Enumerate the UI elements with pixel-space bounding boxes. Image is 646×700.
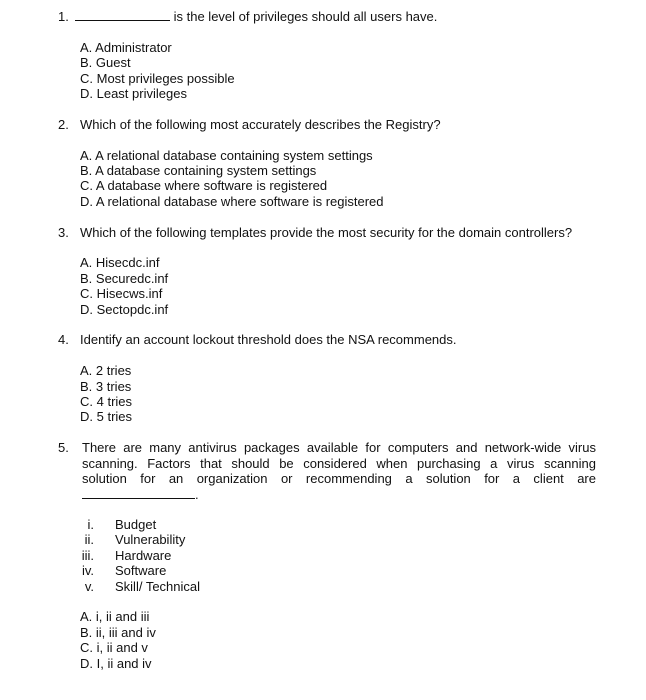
- factor-numeral: iv.: [81, 563, 94, 578]
- question-5-text-line-4: [82, 487, 199, 502]
- question-1-option-a: A. Administrator: [80, 40, 172, 55]
- question-5-number: 5.: [58, 440, 69, 455]
- question-3-number: 3.: [58, 225, 69, 240]
- question-4-option-b: B. 3 tries: [80, 379, 132, 394]
- question-1-option-d: D. Least privileges: [80, 86, 187, 101]
- question-3-text: Which of the following templates provide the most security for the domain controllers?: [80, 225, 573, 240]
- question-1-text: [75, 9, 437, 24]
- factor-label: Vulnerability: [115, 532, 186, 547]
- question-5-option-a: A. i, ii and iii: [80, 609, 150, 624]
- question-4-option-d: D. 5 tries: [80, 409, 133, 424]
- factor-label: Software: [115, 563, 167, 578]
- question-3-option-b: B. Securedc.inf: [80, 271, 169, 286]
- question-5-text-line-1: There are many antivirus packages available for computers and network-wide virus: [82, 440, 596, 455]
- question-4-number: 4.: [58, 332, 69, 347]
- factor-label: Budget: [115, 517, 157, 532]
- factor-numeral: v.: [84, 579, 94, 594]
- factor-label: Hardware: [115, 548, 172, 563]
- question-5-option-d: D. I, ii and iv: [80, 656, 152, 671]
- question-2-option-b: B. A database containing system settings: [80, 163, 317, 178]
- question-1-prompt: is the level of privileges should all users have.: [173, 9, 438, 24]
- question-5-text-line-3: solution for an organization or recommending a solution for a client are: [82, 471, 596, 486]
- factor-numeral: ii.: [84, 532, 94, 547]
- factor-numeral: iii.: [81, 548, 94, 563]
- question-1-option-b: B. Guest: [80, 55, 131, 70]
- question-2-option-d: D. A relational database where software is registered: [80, 194, 384, 209]
- question-4-option-c: C. 4 tries: [80, 394, 133, 409]
- question-2-option-a: A. A relational database containing system settings: [80, 148, 373, 163]
- question-3-option-d: D. Sectopdc.inf: [80, 302, 169, 317]
- factor-label: Skill/ Technical: [115, 579, 201, 594]
- question-2-option-c: C. A database where software is registered: [80, 178, 328, 193]
- question-3-option-a: A. Hisecdc.inf: [80, 255, 160, 270]
- question-5-option-c: C. i, ii and v: [80, 640, 148, 655]
- question-5-text-end: .: [195, 487, 199, 502]
- question-2-text: Which of the following most accurately describes the Registry?: [80, 117, 441, 132]
- question-3-option-c: C. Hisecws.inf: [80, 286, 163, 301]
- question-5-text-line-2: scanning. Factors that should be considered when purchasing a virus scanning: [82, 456, 596, 471]
- question-1-number: 1.: [58, 9, 69, 24]
- question-4-option-a: A. 2 tries: [80, 363, 132, 378]
- question-2-number: 2.: [58, 117, 69, 132]
- factor-numeral: i.: [87, 517, 94, 532]
- question-5-option-b: B. ii, iii and iv: [80, 625, 156, 640]
- question-4-text: Identify an account lockout threshold does the NSA recommends.: [80, 332, 457, 347]
- question-1-option-c: C. Most privileges possible: [80, 71, 235, 86]
- answer-blank: [75, 9, 170, 21]
- answer-blank: [82, 487, 195, 499]
